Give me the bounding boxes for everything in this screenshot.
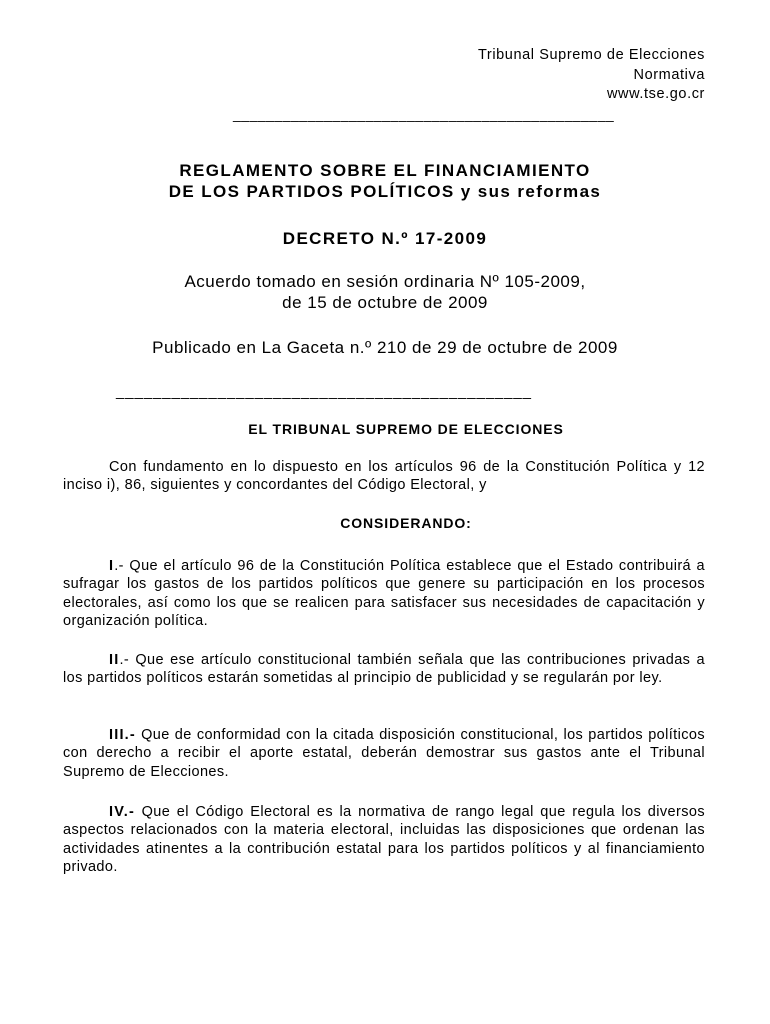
publication-info: Publicado en La Gaceta n.º 210 de 29 de octubre de 2009 [152,338,618,357]
item-number: IV.- [109,804,136,820]
title-line-1: REGLAMENTO SOBRE EL FINANCIAMIENTO [179,161,591,180]
item-text: Que ese artículo constitucional también señala que las contribuciones privadas a los partidos políticos estarán sometidas al principio de publicidad y se regularán por ley. [63,652,705,687]
considerando-heading: CONSIDERANDO: [340,515,472,531]
item-number: I [109,558,115,574]
item-text: Que de conformidad con la citada disposición constitucional, los partidos políticos con derecho a recibir el aporte estatal, deberán demostrar sus gastos ante el Tribunal Supremo de Elecciones. [63,727,705,780]
agreement-line-1: Acuerdo tomado en sesión ordinaria Nº 105-2009, [184,272,586,291]
separator-rule: _____________________________________________ [116,383,532,400]
header-website: www.tse.go.cr [606,86,705,102]
item-number: II [109,652,120,668]
decree-number: DECRETO N.º 17-2009 [282,229,488,248]
considerando-item-4 [63,803,705,877]
considerando-item-1: I.- Que el artículo 96 de la Constitución Política establece que el Estado contribuirá a sufragar los gastos de los partidos políticos que genere su participación en los procesos electorales, así como los que se realicen para satisfacer sus necesidades de capacitación y organización política. [63,558,705,630]
considerando-item-2: II.- Que ese artículo constitucional también señala que las contribuciones privadas a los partidos políticos estarán sometidas al principio de publicidad y se regularán por ley. [63,652,705,687]
agreement-line-2: de 15 de octubre de 2009 [282,293,488,312]
issuer-heading: EL TRIBUNAL SUPREMO DE ELECCIONES [248,421,564,437]
preamble-text: Con fundamento en lo dispuesto en los artículos 96 de la Constitución Política y 12 inciso i), 86, siguientes y concordantes del Código Electoral, y [63,459,705,494]
item-number: III.- [109,727,136,743]
considerando-item-3 [63,726,705,781]
title-line-2: DE LOS PARTIDOS POLÍTICOS y sus reformas [168,182,602,201]
item-text: Que el Código Electoral es la normativa de rango legal que regula los diversos aspectos relacionados con la materia electoral, incluidas las disposiciones que ordenan las actividades atinentes a la contribución estatal para los partidos políticos y al financiamiento privado. [63,804,705,876]
item-text: Que el artículo 96 de la Constitución Política establece que el Estado contribuirá a sufragar los gastos de los partidos políticos que genere su participación en los procesos electorales, así como los que se realicen para satisfacer sus necesidades de capacitación y organización política. [63,558,705,630]
header-institution: Tribunal Supremo de Elecciones [477,47,705,63]
header-rule: ______________________________________________ [233,106,615,122]
preamble-paragraph [63,458,705,495]
header-section: Normativa [633,67,705,83]
